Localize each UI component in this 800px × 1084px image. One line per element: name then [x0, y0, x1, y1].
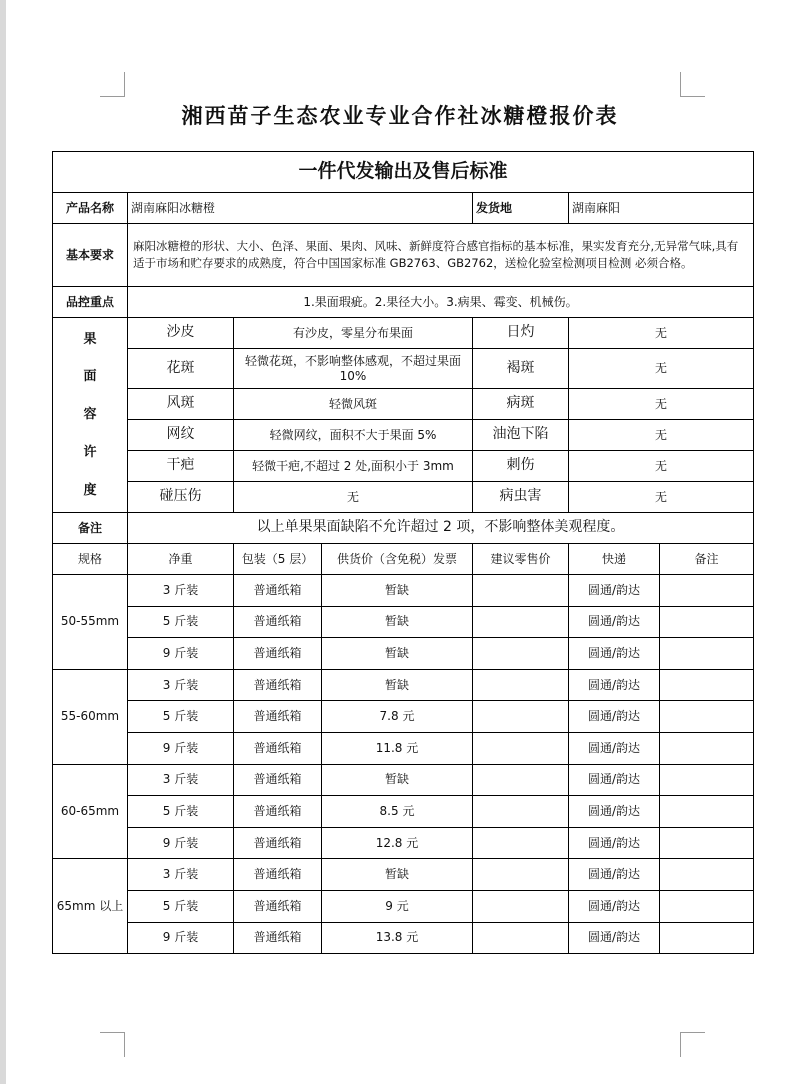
packaging-cell: 普通纸箱 [234, 606, 322, 638]
defect-item-2: 刺伤 [473, 451, 569, 482]
defect-description-2: 无 [569, 482, 754, 513]
net-weight-cell: 3 斤装 [128, 575, 234, 607]
defect-item: 碰压伤 [128, 482, 234, 513]
net-weight-cell: 3 斤装 [128, 859, 234, 891]
crop-mark-top-right [680, 72, 705, 97]
express-cell: 圆通/韵达 [569, 764, 660, 796]
express-cell: 圆通/韵达 [569, 669, 660, 701]
retail-price-cell [473, 890, 569, 922]
table-row [53, 859, 754, 891]
express-cell: 圆通/韵达 [569, 701, 660, 733]
net-weight-cell: 9 斤装 [128, 827, 234, 859]
express-cell: 圆通/韵达 [569, 859, 660, 891]
supply-price-cell: 暂缺 [322, 859, 473, 891]
note-cell [660, 701, 754, 733]
defect-description: 轻微干疤,不超过 2 处,面积小于 3mm [234, 451, 473, 482]
retail-price-cell [473, 606, 569, 638]
net-weight-cell: 5 斤装 [128, 890, 234, 922]
spec-cell: 50-55mm [53, 575, 128, 670]
page-gutter [0, 0, 6, 1084]
defect-description: 轻微风斑 [234, 389, 473, 420]
defect-item-2: 病斑 [473, 389, 569, 420]
product-name-value: 湖南麻阳冰糖橙 [128, 193, 473, 224]
table-row [53, 606, 754, 638]
qc-text: 1.果面瑕疵。2.果径大小。3.病果、霉变、机械伤。 [128, 287, 754, 318]
supply-price-cell: 8.5 元 [322, 796, 473, 828]
quote-table [52, 151, 754, 954]
retail-price-cell [473, 732, 569, 764]
tolerance-row [53, 482, 754, 513]
supply-price-cell: 7.8 元 [322, 701, 473, 733]
note-cell [660, 575, 754, 607]
tolerance-label-char: 许 [83, 444, 97, 460]
note-cell [660, 827, 754, 859]
table-row [53, 732, 754, 764]
defect-description-2: 无 [569, 318, 754, 349]
defect-description-2: 无 [569, 451, 754, 482]
spec-cell: 65mm 以上 [53, 859, 128, 954]
note-cell [660, 669, 754, 701]
net-weight-cell: 5 斤装 [128, 606, 234, 638]
supply-price-cell: 暂缺 [322, 638, 473, 670]
supply-price-cell: 13.8 元 [322, 922, 473, 954]
remark-text: 以上单果果面缺陷不允许超过 2 项，不影响整体美观程度。 [128, 513, 754, 544]
packaging-cell: 普通纸箱 [234, 701, 322, 733]
supply-price-cell: 暂缺 [322, 575, 473, 607]
note-cell [660, 732, 754, 764]
tolerance-row [53, 349, 754, 389]
tolerance-row [53, 389, 754, 420]
defect-item: 花斑 [128, 349, 234, 389]
express-cell: 圆通/韵达 [569, 638, 660, 670]
note-cell [660, 606, 754, 638]
price-column-header: 供货价（含免税）发票 [322, 544, 473, 575]
note-cell [660, 638, 754, 670]
packaging-cell: 普通纸箱 [234, 638, 322, 670]
packaging-cell: 普通纸箱 [234, 575, 322, 607]
price-column-header: 快递 [569, 544, 660, 575]
tolerance-label [53, 318, 128, 513]
defect-item-2: 日灼 [473, 318, 569, 349]
packaging-cell: 普通纸箱 [234, 827, 322, 859]
table-row [53, 796, 754, 828]
packaging-cell: 普通纸箱 [234, 764, 322, 796]
price-column-header: 备注 [660, 544, 754, 575]
defect-item: 干疤 [128, 451, 234, 482]
express-cell: 圆通/韵达 [569, 606, 660, 638]
express-cell: 圆通/韵达 [569, 827, 660, 859]
supply-price-cell: 12.8 元 [322, 827, 473, 859]
supply-price-cell: 暂缺 [322, 606, 473, 638]
table-row [53, 669, 754, 701]
crop-mark-bottom-right [680, 1032, 705, 1057]
defect-item-2: 褐斑 [473, 349, 569, 389]
price-column-header: 净重 [128, 544, 234, 575]
net-weight-cell: 3 斤装 [128, 669, 234, 701]
defect-description: 轻微花斑，不影响整体感观，不超过果面 10% [234, 349, 473, 389]
net-weight-cell: 9 斤装 [128, 638, 234, 670]
qc-label: 品控重点 [53, 287, 128, 318]
table-header-title: 一件代发输出及售后标准 [53, 152, 754, 193]
packaging-cell: 普通纸箱 [234, 890, 322, 922]
spec-cell: 55-60mm [53, 669, 128, 764]
document-title: 湘西苗子生态农业专业合作社冰糖橙报价表 [181, 103, 619, 128]
packaging-cell: 普通纸箱 [234, 859, 322, 891]
defect-item: 风斑 [128, 389, 234, 420]
retail-price-cell [473, 764, 569, 796]
price-column-header: 建议零售价 [473, 544, 569, 575]
requirements-text: 麻阳冰糖橙的形状、大小、色泽、果面、果肉、风味、新鲜度符合感官指标的基本标准，果实发育充分,无异常气味,具有适于市场和贮存要求的成熟度，符合中国国家标准 GB2763、GB2762，送检化验室检测项目检测 必须合格。 [128, 224, 754, 287]
net-weight-cell: 5 斤装 [128, 701, 234, 733]
defect-item: 网纹 [128, 420, 234, 451]
spec-cell: 60-65mm [53, 764, 128, 859]
origin-value: 湖南麻阳 [569, 193, 754, 224]
table-row [53, 575, 754, 607]
retail-price-cell [473, 701, 569, 733]
tolerance-label-char: 果 [83, 331, 97, 347]
origin-label: 发货地 [473, 193, 569, 224]
express-cell: 圆通/韵达 [569, 922, 660, 954]
packaging-cell: 普通纸箱 [234, 669, 322, 701]
table-row [53, 827, 754, 859]
defect-item: 沙皮 [128, 318, 234, 349]
table-row [53, 701, 754, 733]
defect-description: 轻微网纹，面积不大于果面 5% [234, 420, 473, 451]
table-row [53, 922, 754, 954]
packaging-cell: 普通纸箱 [234, 796, 322, 828]
net-weight-cell: 5 斤装 [128, 796, 234, 828]
packaging-cell: 普通纸箱 [234, 732, 322, 764]
note-cell [660, 922, 754, 954]
note-cell [660, 890, 754, 922]
defect-description-2: 无 [569, 349, 754, 389]
net-weight-cell: 9 斤装 [128, 732, 234, 764]
supply-price-cell: 暂缺 [322, 669, 473, 701]
note-cell [660, 859, 754, 891]
tolerance-label-char: 面 [83, 369, 97, 385]
express-cell: 圆通/韵达 [569, 890, 660, 922]
express-cell: 圆通/韵达 [569, 732, 660, 764]
retail-price-cell [473, 669, 569, 701]
net-weight-cell: 3 斤装 [128, 764, 234, 796]
table-row [53, 764, 754, 796]
tolerance-row [53, 420, 754, 451]
price-column-header: 规格 [53, 544, 128, 575]
defect-description-2: 无 [569, 389, 754, 420]
defect-item-2: 病虫害 [473, 482, 569, 513]
retail-price-cell [473, 796, 569, 828]
supply-price-cell: 11.8 元 [322, 732, 473, 764]
defect-description-2: 无 [569, 420, 754, 451]
table-row [53, 638, 754, 670]
price-header-row [53, 544, 754, 575]
defect-item-2: 油泡下陷 [473, 420, 569, 451]
crop-mark-top-left [100, 72, 125, 97]
note-cell [660, 796, 754, 828]
supply-price-cell: 暂缺 [322, 764, 473, 796]
defect-description: 有沙皮，零星分布果面 [234, 318, 473, 349]
net-weight-cell: 9 斤装 [128, 922, 234, 954]
packaging-cell: 普通纸箱 [234, 922, 322, 954]
quote-table-body [53, 152, 754, 954]
remark-label: 备注 [53, 513, 128, 544]
tolerance-row [53, 318, 754, 349]
tolerance-label-char: 度 [83, 482, 97, 498]
retail-price-cell [473, 827, 569, 859]
express-cell: 圆通/韵达 [569, 575, 660, 607]
crop-mark-bottom-left [100, 1032, 125, 1057]
tolerance-label-char: 容 [83, 407, 97, 423]
note-cell [660, 764, 754, 796]
price-column-header: 包装（5 层） [234, 544, 322, 575]
supply-price-cell: 9 元 [322, 890, 473, 922]
retail-price-cell [473, 859, 569, 891]
table-row [53, 890, 754, 922]
requirements-label: 基本要求 [53, 224, 128, 287]
defect-description: 无 [234, 482, 473, 513]
retail-price-cell [473, 575, 569, 607]
product-name-label: 产品名称 [53, 193, 128, 224]
tolerance-row [53, 451, 754, 482]
retail-price-cell [473, 922, 569, 954]
retail-price-cell [473, 638, 569, 670]
express-cell: 圆通/韵达 [569, 796, 660, 828]
remark-row [53, 513, 754, 544]
